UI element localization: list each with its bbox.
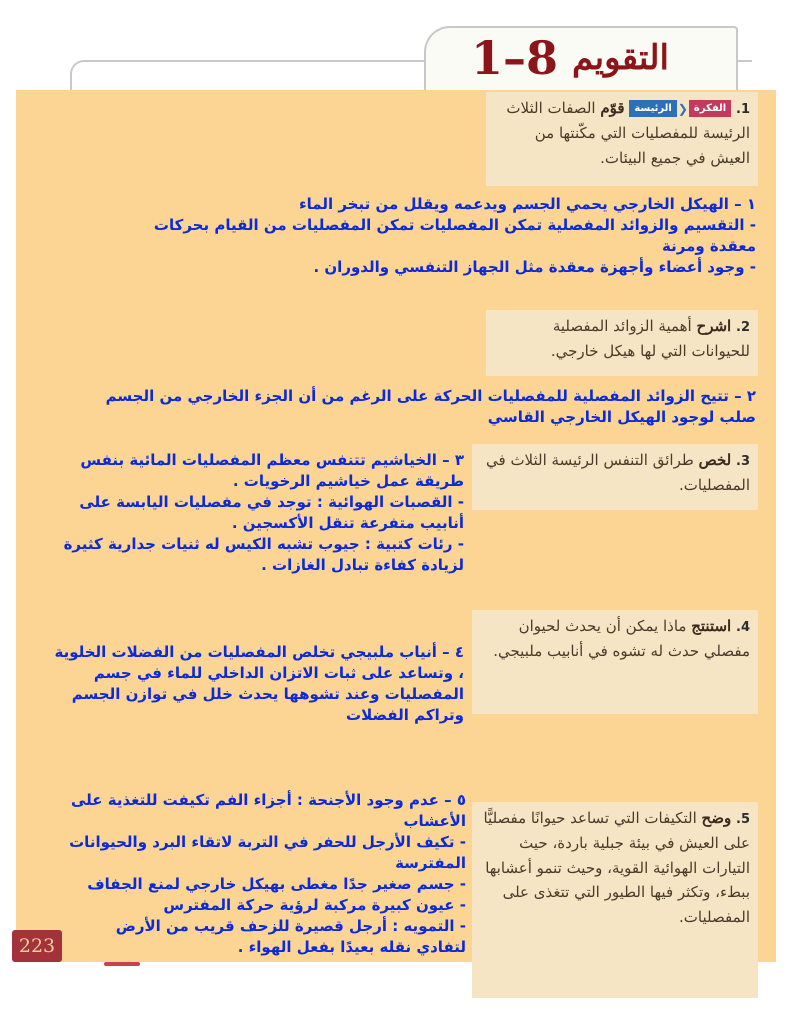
question-text: التكيفات التي تساعد حيوانًا مفصليًّا على العيش في بيئة جبلية باردة، حيث التيارات الهوائية القوية، وحيث تنمو أعشابها ببطء، وتكثر فيها الطيور التي تتغذى على المفصليات. (483, 809, 750, 926)
page-title-number: 1–8 (471, 31, 559, 85)
question-number: 5. (736, 812, 750, 827)
red-underline-mark (104, 962, 140, 966)
question-keyword: اشرح (696, 317, 732, 335)
question-number: 3. (736, 454, 750, 469)
answer-line: - القصبات الهوائية : توجد في مفصليات اليابسة على أنابيب متفرعة تنقل الأكسجين . (79, 493, 464, 532)
question-3-box (472, 444, 758, 510)
chevron-icon: ❮ (677, 102, 688, 116)
question-keyword: قوّم (600, 99, 625, 117)
question-number: 2. (736, 320, 750, 335)
page-title (440, 30, 700, 86)
answer-line: - عيون كبيرة مركبة لرؤية حركة المفترس (163, 896, 466, 914)
question-text: الصفات الثلاث الرئيسة للمفصليات التي مكّنتها من العيش في جميع البيئات. (506, 99, 750, 167)
answer-4 (44, 642, 464, 726)
answer-line: - التمويه : أرجل قصيرة للزحف قريب من الأرض لتفادي نقله بعيدًا بفعل الهواء . (115, 917, 466, 956)
answer-line: - تكيف الأرجل للحفر في التربة لاتقاء البرد والحيوانات المفترسة (69, 833, 466, 872)
answer-1 (104, 194, 756, 278)
page-title-text: التقويم (572, 38, 669, 78)
main-idea-tag-sub: الرئيسة (629, 100, 676, 117)
answer-3 (52, 450, 464, 576)
answer-line: ٥ – عدم وجود الأجنحة : أجزاء الفم تكيفت للتغذية على الأعشاب (70, 791, 466, 830)
answer-line: - رئات كتبية : جيوب تشبه الكيس له ثنيات جدارية كثيرة لزيادة كفاءة تبادل الغازات . (63, 535, 464, 574)
answer-line: - وجود أعضاء وأجهزة معقدة مثل الجهاز التنفسي والدوران . (313, 258, 756, 276)
answer-line: ٤ – أنياب ملبيجي تخلص المفصليات من الفضلات الخلوية ، وتساعد على ثبات الاتزان الداخلي للماء في جسم المفصليات وعند تشوهها يحدث خلل في توازن الجسم وتراكم الفضلات (54, 643, 464, 724)
question-1-box (486, 92, 758, 186)
question-keyword: لخص (698, 451, 732, 469)
answer-line: ٢ – تتيح الزوائد المفصلية للمفصليات الحركة على الرغم من أن الجزء الخارجي من الجسم صلب لوجود الهيكل الخارجي القاسي (105, 387, 756, 426)
question-text: أهمية الزوائد المفصلية للحيوانات التي لها هيكل خارجي. (550, 317, 750, 360)
answer-line: - جسم صغير جدًا مغطى بهيكل خارجي لمنع الجفاف (87, 875, 466, 893)
answer-5 (64, 790, 466, 958)
question-number: 4. (736, 620, 750, 635)
question-5-box (472, 802, 758, 998)
answer-2 (90, 386, 756, 428)
page-number: 223 (18, 935, 56, 957)
question-text: ماذا يمكن أن يحدث لحيوان مفصلي حدث له تشوه في أنابيب ملبيجي. (493, 617, 750, 660)
page-number-badge (12, 930, 62, 962)
main-idea-tag: الفكرة (689, 100, 731, 117)
answer-line: ١ – الهيكل الخارجي يحمي الجسم ويدعمه ويقلل من تبخر الماء (298, 195, 756, 213)
question-keyword: استنتج (691, 617, 732, 635)
question-number: 1. (736, 102, 750, 117)
answer-line: - التقسيم والزوائد المفصلية تمكن المفصليات تمكن المفصليات من القيام بحركات معقدة ومرنة (153, 216, 756, 255)
question-text: طرائق التنفس الرئيسة الثلاث في المفصليات. (486, 451, 750, 494)
question-4-box (472, 610, 758, 714)
answer-line: ٣ – الخياشيم تتنفس معظم المفصليات المائية بنفس طريقة عمل خياشيم الرخويات . (80, 451, 464, 490)
question-2-box (486, 310, 758, 376)
question-keyword: وضح (701, 809, 732, 827)
